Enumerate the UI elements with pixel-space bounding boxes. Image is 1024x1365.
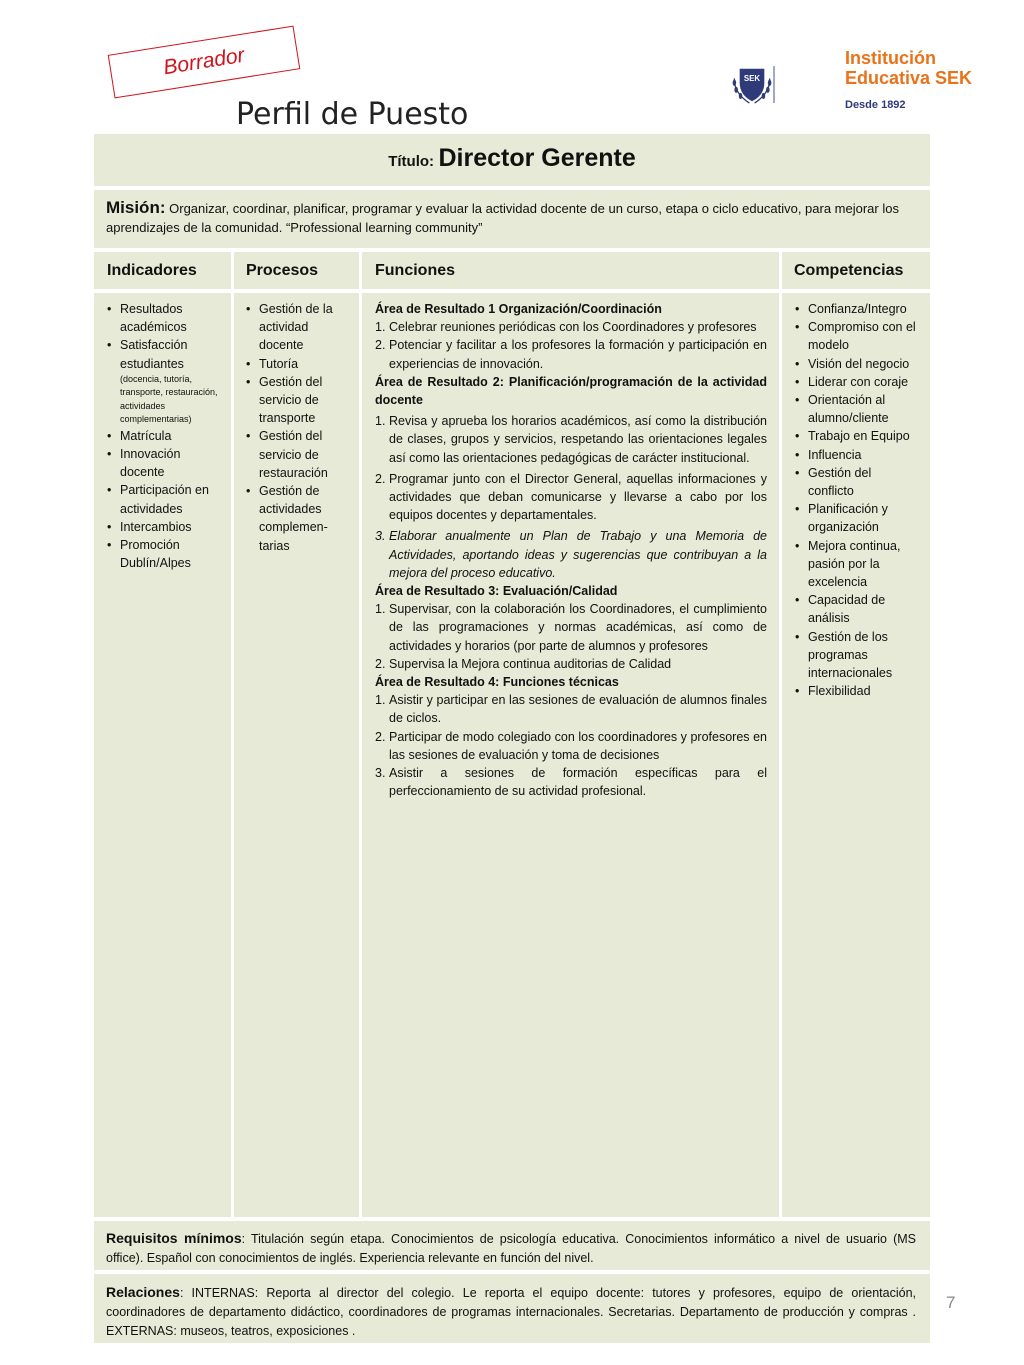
job-title-row [94,134,930,186]
mission-text [106,198,916,237]
indicadores-list [107,300,225,572]
list-item: • Flexibilidad [795,682,920,700]
list-item: • Innovación docente [107,445,225,481]
list-item: • Mejora continua, pasión por la excelencia [795,537,920,592]
list-item: • Intercambios [107,518,225,536]
item-number: 2. [375,729,386,744]
column-divider [359,252,362,1218]
item-number: 3. [375,766,386,781]
indicator-note: (docencia, tutoría, transporte, restauración, actividades complementarias) [120,373,218,425]
funciones-list [375,300,767,800]
item-text: Asistir y participar en las sesiones de evaluación de alumnos finales de ciclos. [389,693,767,726]
svg-text:SEK: SEK [743,74,761,84]
logo-line-1: Institución [845,48,936,68]
header-indicadores: Indicadores [107,262,197,279]
logo-since: Desde 1892 [845,99,906,111]
item-text: Elaborar anualmente un Plan de Trabajo y una Memoria de Actividades, aportando ideas y sugerencias que contribuyan a la mejora del proceso educativo. [389,529,767,580]
area-title: Área de Resultado 4: Funciones técnicas [375,675,619,690]
list-item [375,600,767,655]
item-text: Asistir a sesiones de formación específicas para el perfeccionamiento de su actividad profesional. [389,766,767,799]
item-text: Supervisa la Mejora continua auditorias de Calidad [389,656,672,671]
area-title: Área de Resultado 2: Planificación/programación de la actividad docente [375,374,767,408]
list-item: • Gestión de actividades complemen-tarias [246,482,346,555]
requirements-label: Requisitos mínimos [106,1230,242,1246]
area-title: Área de Resultado 3: Evaluación/Calidad [375,584,618,599]
area-title: Área de Resultado 1 Organización/Coordinación [375,302,662,316]
item-number: 1. [375,602,386,617]
mission-label: Misión: [106,198,166,217]
divider [94,1217,930,1221]
item-text: Participar de modo colegiado con los coordinadores y profesores en las sesiones de evaluación y toma de decisiones [389,729,767,762]
competencias-list [795,300,920,700]
header-procesos: Procesos [246,262,319,279]
item-text: Revisa y aprueba los horarios académicos, así como la distribución de clases, grupos y servicios, respetando las orientaciones legales así como las orientaciones pedagógicas de carácter institucional. [389,414,767,465]
list-item [375,412,767,467]
draft-stamp-label: Borrador [161,43,247,80]
requirements-text [106,1229,916,1268]
list-item: • Orientación al alumno/cliente [795,391,920,427]
list-item [375,764,767,800]
job-title-value: Director Gerente [438,144,636,172]
list-item: • Compromiso con el modelo [795,318,920,354]
item-number: 2. [375,471,386,486]
item-number: 1. [375,320,386,335]
item-number: 3. [375,529,386,544]
list-item: • Confianza/Integro [795,300,920,318]
list-item: • Matrícula [107,427,225,445]
mission-body: Organizar, coordinar, planificar, programar y evaluar la actividad docente de un curso, etapa o ciclo educativo, para mejorar los aprendizajes de la comunidad. “Professional learning community” [106,201,899,235]
column-divider [779,252,782,1218]
list-item: • Liderar con coraje [795,373,920,391]
list-item: • Influencia [795,446,920,464]
divider [94,186,930,190]
item-number: 2. [375,656,386,671]
item-text: Supervisar, con la colaboración los Coordinadores, el cumplimiento de las programaciones y normas académicas, así como de actividades y horarios (por parte de alumnos y profesores [389,602,767,653]
list-item [375,470,767,525]
header-competencias: Competencias [794,262,904,279]
list-item: • Visión del negocio [795,355,920,373]
item-number: 1. [375,693,386,708]
logo-line-2: Educativa SEK [845,68,973,88]
list-item [375,655,767,673]
list-item: • Gestión del servicio de restauración [246,427,346,482]
divider [94,248,930,252]
list-item: • Capacidad de análisis [795,591,920,627]
list-item: • Gestión del conflicto [795,464,920,500]
list-item: • Planificación y organización [795,500,920,536]
list-item [375,527,767,582]
list-item: • Promoción Dublín/Alpes [107,536,225,572]
requirements-body: : Titulación según etapa. Conocimientos de psicología educativa. Conocimientos informático a nivel de usuario (MS office). Español con conocimientos de inglés. Experiencia relevante en función del nivel. [106,1232,916,1265]
list-item: • Tutoría [246,355,346,373]
list-item: • Gestión de los programas internacionales [795,628,920,683]
procesos-list [246,300,346,555]
list-item: • Satisfacción estudiantes [107,336,225,372]
divider [94,1270,930,1274]
logo-wordmark [845,48,972,88]
list-item: • Gestión de la actividad docente [246,300,346,355]
item-number: 1. [375,414,386,429]
list-item: • Gestión del servicio de transporte [246,373,346,428]
list-item [375,336,767,372]
item-text: Celebrar reuniones periódicas con los Coordinadores y profesores [389,320,757,335]
item-text: Potenciar y facilitar a los profesores la formación y participación en experiencias de innovación. [389,338,767,371]
header-funciones: Funciones [375,262,456,279]
list-item [375,318,767,336]
item-number: 2. [375,338,386,353]
list-item: • Trabajo en Equipo [795,427,920,445]
job-title-label: Título: [388,153,435,170]
page-number: 7 [946,1293,956,1312]
list-item [375,728,767,764]
relations-label: Relaciones [106,1284,180,1300]
divider [94,289,930,293]
draft-stamp [108,26,301,99]
list-item [375,691,767,727]
relations-body: : INTERNAS: Reporta al director del colegio. Le reporta el equipo docente: tutores y profesores, equipo de orientación, coordinadores de departamento didáctico, coordinadores de programas internacionales. Secretarias. Departamento de producción y compras . EXTERNAS: museos, teatros, exposiciones . [106,1286,916,1338]
relations-text [106,1283,916,1341]
column-divider [231,252,234,1218]
document-title: Perfil de Puesto [236,97,469,132]
list-item: • Resultados académicos [107,300,225,336]
sek-logo [730,40,840,130]
item-text: Programar junto con el Director General, aquellas informaciones y actividades que deban comunicarse y llevarse a cabo por los equipos docentes y departamentales. [389,471,767,523]
list-item: • Participación en actividades [107,481,225,517]
